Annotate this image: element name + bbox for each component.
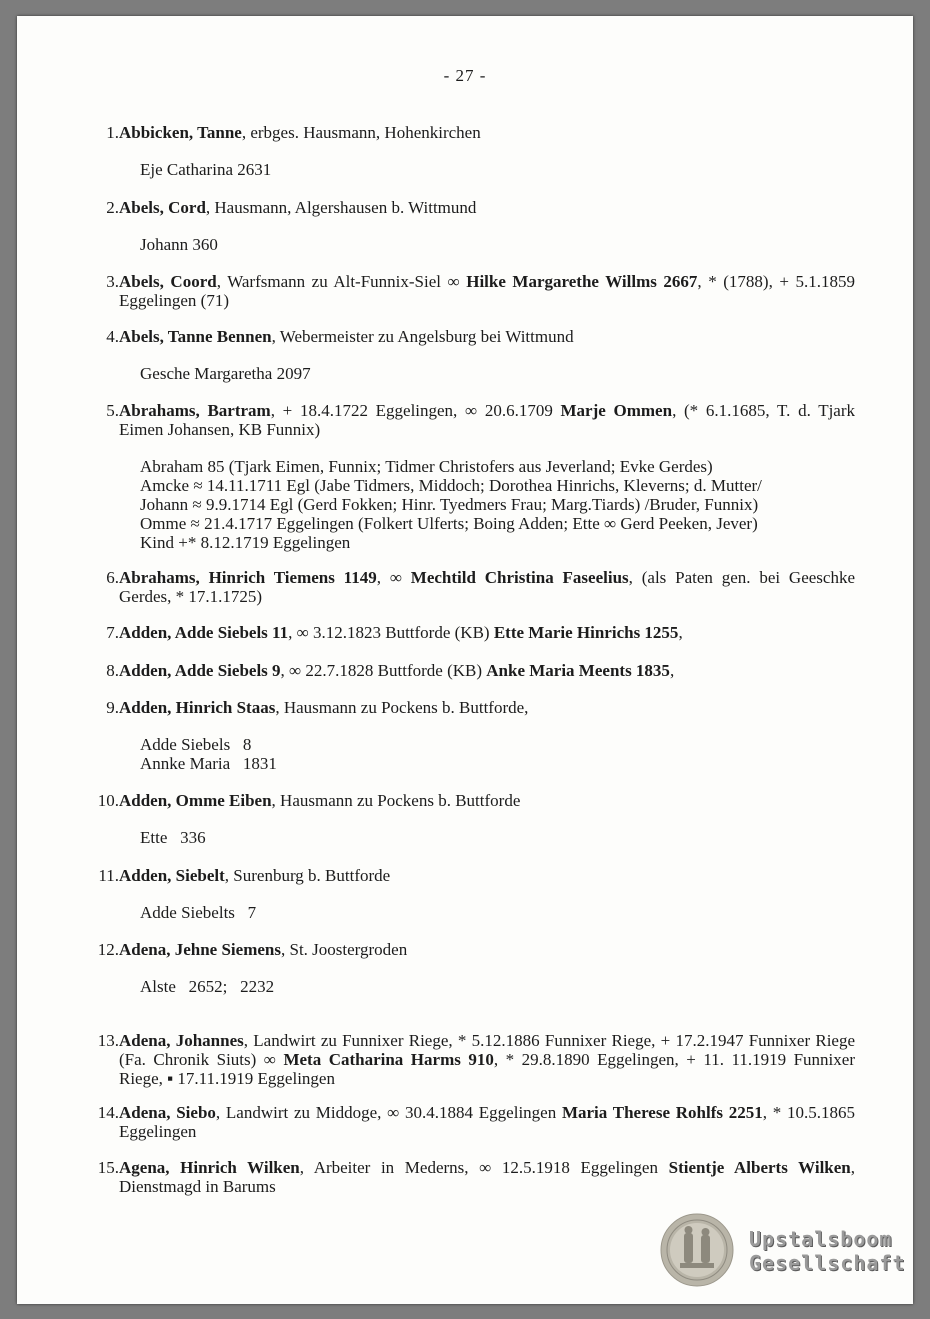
person-name: Adden, Adde Siebels 11	[119, 623, 289, 642]
entry-heading	[119, 940, 855, 959]
entry-number: 14.	[97, 1103, 119, 1122]
entry-heading	[119, 401, 855, 439]
logo-text	[749, 1227, 906, 1275]
person-name: Adden, Siebelt	[119, 866, 225, 885]
entry-details: , Warfsmann zu Alt-Funnix-Siel ∞	[216, 272, 467, 291]
spouse-name: Mechtild Christina Faseelius	[410, 568, 629, 587]
entry-details: ,	[669, 661, 675, 680]
entry-number: 8.	[106, 661, 119, 680]
entry-details: , Surenburg b. Buttforde	[224, 866, 391, 885]
entry-number: 10.	[97, 791, 119, 810]
entry-heading	[119, 198, 855, 217]
entry-number: 15.	[97, 1158, 119, 1177]
entry-heading	[119, 568, 855, 606]
seal-icon	[660, 1213, 734, 1287]
child-line: Adde Siebelts 7	[140, 903, 257, 922]
logo-line-2: Gesellschaft	[749, 1251, 906, 1275]
entry-heading	[119, 661, 855, 680]
spouse-name: Marje Ommen	[560, 401, 673, 420]
person-name: Abrahams, Bartram	[119, 401, 271, 420]
entry-number: 13.	[97, 1031, 119, 1050]
child-line: Annke Maria 1831	[140, 754, 277, 773]
entry-heading	[119, 1158, 855, 1196]
entry-details: , Hausmann zu Pockens b. Buttforde	[271, 791, 521, 810]
entry-number: 9.	[106, 698, 119, 717]
entry-heading	[119, 327, 855, 346]
child-line: Omme ≈ 21.4.1717 Eggelingen (Folkert Ulferts; Boing Adden; Ette ∞ Gerd Peeken, Jever)	[140, 514, 758, 533]
person-name: Abels, Coord	[119, 272, 217, 291]
person-name: Abbicken, Tanne	[119, 123, 242, 142]
entry-number: 12.	[97, 940, 119, 959]
entry-details: , ∞ 3.12.1823 Buttforde (KB)	[288, 623, 494, 642]
entry-details: , (als Paten gen. bei Geeschke Gerdes, * 17.1.1725)	[119, 568, 855, 606]
child-line: Abraham 85 (Tjark Eimen, Funnix; Tidmer Christofers aus Jeverland; Evke Gerdes)	[140, 457, 713, 476]
entry-heading	[119, 791, 855, 810]
spouse-name: Ette Marie Hinrichs 1255	[493, 623, 679, 642]
entry-number: 11.	[98, 866, 119, 885]
child-line: Gesche Margaretha 2097	[140, 364, 311, 383]
entry-details: , Hausmann zu Pockens b. Buttforde,	[275, 698, 529, 717]
entry-number: 3.	[106, 272, 119, 291]
entry-number: 7.	[106, 623, 119, 642]
entry-number: 6.	[106, 568, 119, 587]
child-line: Johann 360	[140, 235, 218, 254]
child-line: Adde Siebels 8	[140, 735, 252, 754]
person-name: Adena, Johannes	[119, 1031, 244, 1050]
entry-details: , Landwirt zu Middoge, ∞ 30.4.1884 Eggelingen	[215, 1103, 562, 1122]
child-line: Amcke ≈ 14.11.1711 Egl (Jabe Tidmers, Middoch; Dorothea Hinrichs, Kleverns; d. Mutter/	[140, 476, 762, 495]
spouse-name: Anke Maria Meents 1835	[486, 661, 670, 680]
entry-details: ,	[678, 623, 683, 642]
spouse-name: Meta Catharina Harms 910	[283, 1050, 494, 1069]
person-name: Adden, Omme Eiben	[119, 791, 272, 810]
person-name: Adena, Jehne Siemens	[119, 940, 281, 959]
person-name: Abels, Cord	[119, 198, 206, 217]
entry-heading	[119, 272, 855, 310]
entry-details: , Dienstmagd in Barums	[119, 1158, 855, 1196]
person-name: Adena, Siebo	[119, 1103, 216, 1122]
entry-number: 1.	[106, 123, 119, 142]
entry-heading	[119, 1031, 855, 1088]
entry-heading	[119, 123, 855, 142]
child-line: Kind +* 8.12.1719 Eggelingen	[140, 533, 351, 552]
entry-details: , Landwirt zu Funnixer Riege, * 5.12.1886 Funnixer Riege, + 17.2.1947 Funnixer Riege (Fa. Chronik Siuts) ∞	[119, 1031, 856, 1069]
entry-details: , * 29.8.1890 Eggelingen, + 11. 11.1919 Funnixer Riege, ▪ 17.11.1919 Eggelingen	[119, 1050, 855, 1088]
entry-details: , St. Joostergroden	[280, 940, 408, 959]
entry-details: , (* 6.1.1685, T. d. Tjark Eimen Johansen, KB Funnix)	[119, 401, 856, 439]
entry-details: , * (1788), + 5.1.1859 Eggelingen (71)	[119, 272, 855, 310]
entry-details: , ∞ 22.7.1828 Buttforde (KB)	[280, 661, 487, 680]
spouse-name: Maria Therese Rohlfs 2251	[561, 1103, 763, 1122]
entry-heading	[119, 623, 855, 642]
spouse-name: Hilke Margarethe Willms 2667	[466, 272, 698, 291]
entry-heading	[119, 698, 855, 717]
entry-details: , Arbeiter in Mederns, ∞ 12.5.1918 Eggelingen	[299, 1158, 669, 1177]
person-name: Abels, Tanne Bennen	[119, 327, 272, 346]
person-name: Adden, Adde Siebels 9	[119, 661, 281, 680]
person-name: Agena, Hinrich Wilken	[119, 1158, 300, 1177]
child-line: Johann ≈ 9.9.1714 Egl (Gerd Fokken; Hinr. Tyedmers Frau; Marg.Tiards) /Bruder, Funnix)	[140, 495, 759, 514]
spouse-name: Stientje Alberts Wilken	[668, 1158, 851, 1177]
entry-details: , Webermeister zu Angelsburg bei Wittmund	[271, 327, 574, 346]
entry-number: 4.	[106, 327, 119, 346]
entry-number: 2.	[106, 198, 119, 217]
entry-number: 5.	[106, 401, 119, 420]
entry-details: , + 18.4.1722 Eggelingen, ∞ 20.6.1709	[270, 401, 561, 420]
entry-details: , erbges. Hausmann, Hohenkirchen	[241, 123, 481, 142]
person-name: Abrahams, Hinrich Tiemens 1149	[119, 568, 377, 587]
child-line: Eje Catharina 2631	[140, 160, 272, 179]
document-page	[17, 16, 913, 1304]
entry-heading	[119, 866, 855, 885]
entry-details: , ∞	[376, 568, 411, 587]
logo-line-1: Upstalsboom	[749, 1227, 893, 1251]
page-number: - 27 -	[443, 66, 487, 85]
society-logo	[660, 1213, 906, 1289]
person-name: Adden, Hinrich Staas	[119, 698, 276, 717]
entry-details: , * 10.5.1865 Eggelingen	[119, 1103, 855, 1141]
entry-details: , Hausmann, Algershausen b. Wittmund	[205, 198, 477, 217]
child-line: Ette 336	[140, 828, 206, 847]
child-line: Alste 2652; 2232	[140, 977, 275, 996]
entry-heading	[119, 1103, 855, 1141]
